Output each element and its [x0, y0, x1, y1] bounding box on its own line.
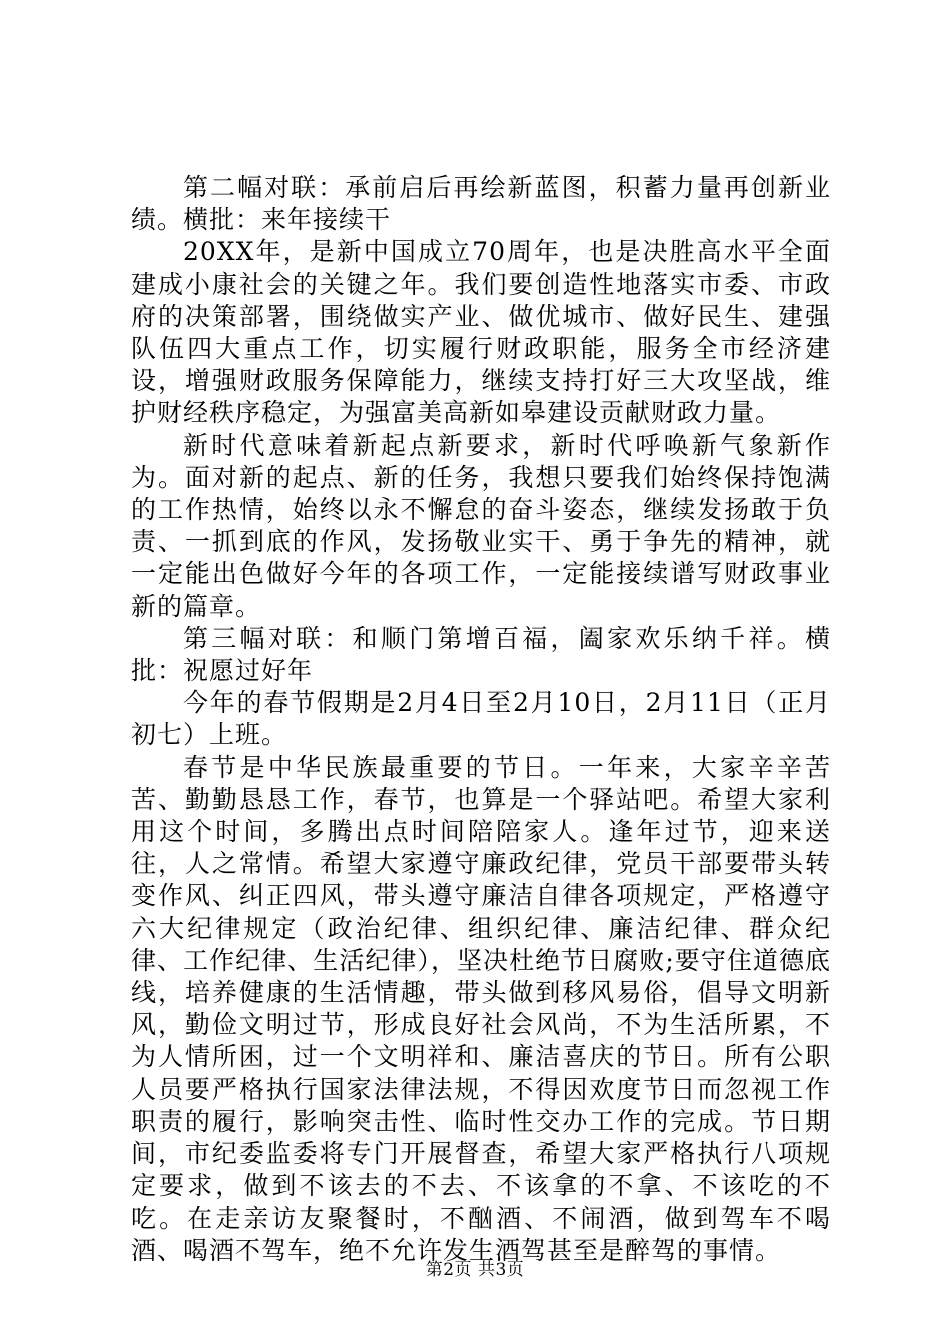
paragraph-holiday-dates: 今年的春节假期是2月4日至2月10日，2月11日（正月初七）上班。	[131, 688, 831, 750]
page-number-footer: 第2页 共3页	[425, 1260, 525, 1280]
paragraph-new-era: 新时代意味着新起点新要求，新时代呼唤新气象新作为。面对新的起点、新的任务，我想只要我们始终保持饱满的工作热情，始终以永不懈怠的奋斗姿态，继续发扬敢于负责、一抓到底的作风，发扬敬业实干、勇于争先的精神，就一定能出色做好今年的各项工作，一定能接续谱写财政事业新的篇章。	[131, 430, 831, 621]
paragraph-couplet-two: 第二幅对联：承前启后再绘新蓝图，积蓄力量再创新业绩。横批：来年接续干	[131, 173, 831, 235]
paragraph-spring-festival: 春节是中华民族最重要的节日。一年来，大家辛辛苦苦、勤勤恳恳工作，春节，也算是一个驿站吧。希望大家利用这个时间，多腾出点时间陪陪家人。逢年过节，迎来送往，人之常情。希望大家遵守廉政纪律，党员干部要带头转变作风、纠正四风，带头遵守廉洁自律各项规定，严格遵守六大纪律规定（政治纪律、组织纪律、廉洁纪律、群众纪律、工作纪律、生活纪律），坚决杜绝节日腐败;要守住道德底线，培养健康的生活情趣，带头做到移风易俗，倡导文明新风，勤俭文明过节，形成良好社会风尚，不为生活所累，不为人情所困，过一个文明祥和、廉洁喜庆的节日。所有公职人员要严格执行国家法律法规，不得因欢度节日而忽视工作职责的履行，影响突击性、临时性交办工作的完成。节日期间，市纪委监委将专门开展督查，希望大家严格执行八项规定要求，做到不该去的不去、不该拿的不拿、不该吃的不吃。在走亲访友聚餐时，不酗酒、不闹酒，做到驾车不喝酒、喝酒不驾车，绝不允许发生酒驾甚至是醉驾的事情。	[131, 752, 831, 1265]
document-body	[131, 172, 831, 1267]
paragraph-couplet-three: 第三幅对联：和顺门第增百福，阖家欢乐纳千祥。横批：祝愿过好年	[131, 623, 831, 686]
paragraph-anniversary: 20XX年，是新中国成立70周年，也是决胜高水平全面建成小康社会的关键之年。我们要创造性地落实市委、市政府的决策部署，围绕做实产业、做优城市、做好民生、建强队伍四大重点工作，切实履行财政职能，服务全市经济建设，增强财政服务保障能力，继续支持打好三大攻坚战，维护财经秩序稳定，为强富美高新如皋建设贡献财政力量。	[131, 237, 831, 428]
